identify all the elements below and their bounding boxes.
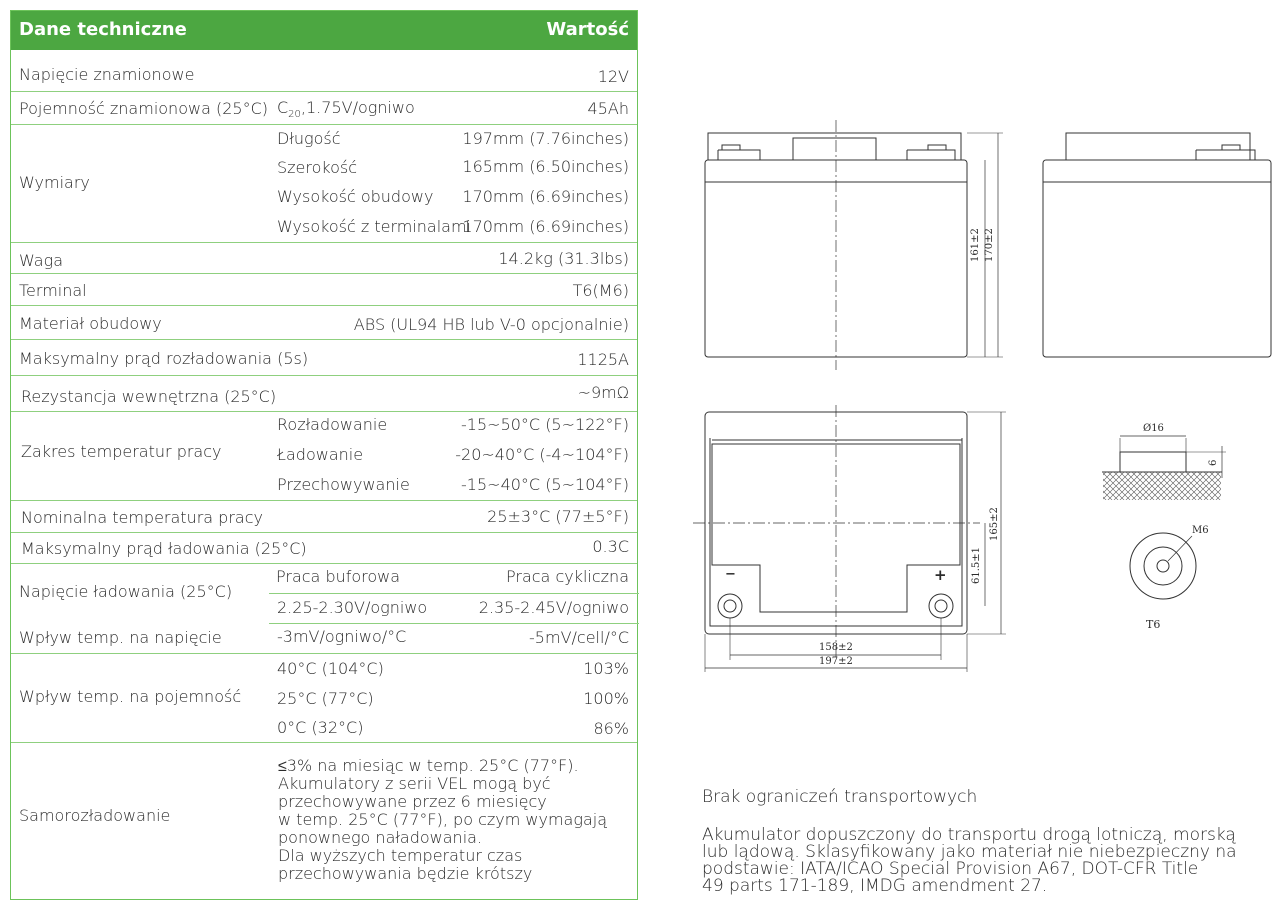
row-sub-label: Rozładowanie bbox=[277, 415, 388, 434]
header-left: Dane techniczne bbox=[19, 19, 187, 40]
row-label: Wymiary bbox=[19, 173, 90, 192]
minus-terminal-icon: − bbox=[725, 567, 736, 582]
row-sub-label: Długość bbox=[277, 129, 341, 148]
dim-16: Ø16 bbox=[1143, 423, 1164, 434]
row-sub-label: -3mV/ogniwo/°C bbox=[277, 627, 407, 646]
row-value: 170mm (6.69inches) bbox=[462, 187, 629, 206]
row-sub-label: Praca buforowa bbox=[276, 567, 401, 586]
row-value: 100% bbox=[583, 689, 629, 708]
top-view bbox=[693, 405, 1006, 672]
row-value: -20~40°C (-4~104°F) bbox=[455, 445, 629, 464]
self-discharge-text: ≤3% na miesiąc w temp. 25°C (77°F). Akumulatory z serii VEL mogą być przechowywane przez 6 miesięcy w temp. 25°C (77°F), po czym wymagają ponownego naładowania. Dla wyższych temperatur czas przechowywania będzie krótszy bbox=[278, 756, 608, 883]
row-value: 14.2kg (31.3lbs) bbox=[498, 249, 629, 268]
row-value: 86% bbox=[593, 719, 629, 738]
row-value: 2.35-2.45V/ogniwo bbox=[478, 598, 629, 617]
row-label: Terminal bbox=[19, 281, 87, 300]
row-label: Waga bbox=[19, 251, 64, 270]
row-sub-label: Wysokość z terminalami bbox=[277, 217, 471, 236]
row-sub-label: 2.25-2.30V/ogniwo bbox=[277, 598, 428, 617]
row-value: 12V bbox=[597, 67, 629, 86]
transport-text: Akumulator dopuszczony do transportu drogą lotniczą, morską lub lądową. Sklasyfikowany jako materiał nie niebezpieczny na podstawie: IATA/ICAO Special Provision A67, DOT-CFR Title 49 parts 171-189, IMDG amendment 27. bbox=[702, 825, 1237, 896]
m6-label: M6 bbox=[1192, 525, 1209, 536]
dim-161: 161±2 bbox=[970, 228, 981, 262]
plus-terminal-icon: + bbox=[934, 566, 947, 584]
dim-158: 158±2 bbox=[819, 642, 853, 653]
row-sub-label: 40°C (104°C) bbox=[277, 659, 384, 678]
row-sub-label: 0°C (32°C) bbox=[277, 718, 364, 737]
dim-6: 6 bbox=[1208, 459, 1219, 466]
t6-label: T6 bbox=[1146, 618, 1161, 631]
row-value: -15~40°C (5~104°F) bbox=[461, 475, 629, 494]
row-sub-label: Wysokość obudowy bbox=[277, 187, 434, 206]
row-sub-label: Przechowywanie bbox=[277, 475, 410, 494]
row-value: -5mV/cell/°C bbox=[529, 628, 629, 647]
row-label: Wpływ temp. na pojemność bbox=[19, 687, 242, 706]
row-label: Samorozładowanie bbox=[19, 806, 171, 825]
dim-197: 197±2 bbox=[819, 656, 853, 667]
row-label: Pojemność znamionowa (25°C) bbox=[19, 99, 268, 118]
row-sub-label: $C_{20},1.75V$/ogniwo bbox=[277, 98, 415, 120]
row-value: 197mm (7.76inches) bbox=[462, 129, 629, 148]
row-label: Wpływ temp. na napięcie bbox=[19, 628, 222, 647]
row-value: T6(M6) bbox=[572, 281, 629, 300]
row-value: 170mm (6.69inches) bbox=[462, 217, 629, 236]
row-value: 165mm (6.50inches) bbox=[462, 157, 629, 176]
row-value: Praca cykliczna bbox=[506, 567, 629, 586]
row-value: 45Ah bbox=[587, 99, 629, 118]
row-value: 103% bbox=[583, 659, 629, 678]
row-label: Napięcie ładowania (25°C) bbox=[19, 582, 233, 601]
side-view bbox=[1043, 133, 1271, 357]
row-value: 0.3C bbox=[592, 537, 629, 556]
dim-61-5: 61.5±1 bbox=[971, 546, 982, 584]
header-right: Wartość bbox=[546, 19, 629, 40]
row-label: Napięcie znamionowe bbox=[19, 65, 195, 84]
row-label: Maksymalny prąd ładowania (25°C) bbox=[21, 539, 307, 558]
row-sub-label: Szerokość bbox=[277, 158, 358, 177]
dim-170: 170±2 bbox=[984, 228, 995, 262]
row-label: Nominalna temperatura pracy bbox=[21, 508, 263, 527]
row-value: 25±3°C (77±5°F) bbox=[487, 507, 629, 526]
row-label: Zakres temperatur pracy bbox=[21, 442, 222, 461]
row-value: -15~50°C (5~122°F) bbox=[461, 415, 629, 434]
row-label: Materiał obudowy bbox=[19, 314, 162, 333]
row-sub-label: Ładowanie bbox=[277, 445, 364, 464]
dim-165: 165±2 bbox=[989, 507, 1000, 541]
row-value: 1125A bbox=[577, 350, 629, 369]
row-label: Maksymalny prąd rozładowania (5s) bbox=[19, 349, 309, 368]
front-view bbox=[705, 120, 1003, 370]
row-sub-label: 25°C (77°C) bbox=[277, 689, 374, 708]
row-value: ~9mΩ bbox=[577, 383, 629, 402]
transport-title: Brak ograniczeń transportowych bbox=[702, 787, 978, 807]
row-label: Rezystancja wewnętrzna (25°C) bbox=[21, 387, 277, 406]
row-value: ABS (UL94 HB lub V-0 opcjonalnie) bbox=[353, 315, 629, 334]
